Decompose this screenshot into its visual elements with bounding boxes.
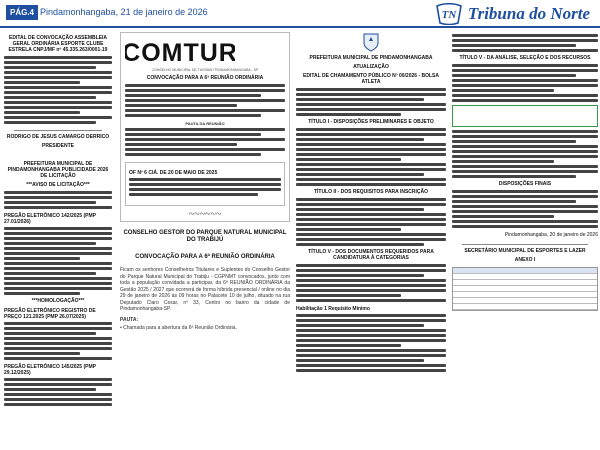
habilitacao-heading: Habilitação 1 Requisito Mínimo: [296, 306, 370, 312]
comtur-meeting-title: CONVOCAÇÃO PARA A 6ª REUNIÃO ORDINÁRIA: [146, 75, 264, 81]
signer-role: PRESIDENTE: [42, 143, 74, 149]
disposicoes-heading: DISPOSIÇÕES FINAIS: [498, 181, 552, 187]
council-body-text: Ficam os senhores Conselheiros Titulares e Suplentes do Conselho Gestor do Parque Natural Municipal do Trabiju - CGPNMT convocados, junto com toda a população convidada a participar, da 6ª REUNIÃO ORDINÁRIA da Gestão 2025 / 2027 que ocorrerá de forma híbrida presencial / online no dia 29 de janeiro de 2026 às 09 horas no Palacete 10 de julho, situado na rua Deputado Claro Cesar, nº 33, Centro no bairro da cidade de Pindamonhangaba-SP.: [120, 267, 290, 312]
anexo-table: [452, 267, 598, 311]
atualizacao-label: ATUALIZAÇÃO: [353, 64, 389, 70]
titulo-2-heading: TÍTULO II - DOS REQUISITOS PARA INSCRIÇÃO: [313, 189, 429, 195]
pregao-heading-1: PREGÃO ELETRÔNICO 142/2025 (PMP 27.01/2026): [4, 213, 96, 225]
masthead: [0, 0, 600, 28]
svg-text:TN: TN: [441, 9, 457, 21]
titulo-1-heading: TÍTULO I - DISPOSIÇÕES PRELIMINARES E OBJETO: [308, 119, 434, 125]
highlight-box: [452, 105, 598, 127]
newspaper-name: Tribuna do Norte: [467, 4, 590, 23]
comtur-notice: [120, 32, 290, 222]
anexo-heading: ANEXO I: [514, 257, 536, 263]
signature-mark: ~~~~~~: [188, 209, 222, 220]
council-title: CONSELHO GESTOR DO PARQUE NATURAL MUNICIPAL DO TRABIJÚ: [123, 230, 287, 243]
page-dateline: Pindamonhangaba, 21 de janeiro de 2026: [40, 7, 208, 17]
pregao-heading-3: PREGÃO ELETRÔNICO 145/2025 (PMP 29.12/2025): [4, 364, 96, 376]
aviso-licitacao-heading: ***AVISO DE LICITAÇÃO***: [26, 182, 90, 188]
homologacao-heading: ***HOMOLOGAÇÃO***: [31, 298, 85, 304]
comtur-logo-text: COMTUR: [125, 39, 235, 65]
assembly-notice-heading: EDITAL DE CONVOCAÇÃO ASSEMBLEIA GERAL ORDINÁRIA ESPORTE CLUBE ESTRELA CNPJ/MF nº 45.335.263/0001-19: [8, 35, 108, 53]
prefeitura-name: PREFEITURA MUNICIPAL DE PINDAMONHANGABA: [309, 55, 433, 61]
page-number-badge: PÁG.4: [6, 5, 38, 20]
table-row: [453, 304, 597, 310]
titulo-4-heading: TÍTULO V - DA ANÁLISE, SELEÇÃO E DOS RECURSOS: [459, 55, 591, 61]
comtur-subtitle: CONSELHO MUNICIPAL DE TURISMO PINDAMONHANGABA - SP: [151, 68, 259, 72]
column-3: [296, 32, 446, 446]
newspaper-brand: [434, 2, 590, 26]
prefeitura-heading: PREFEITURA MUNICIPAL DE PINDAMONHANGABA PUBLICIDADE 2026 DE LICITAÇÃO: [7, 161, 109, 179]
council-pauta-item: • Chamada para a abertura da 6ª Reunião Ordinária,: [120, 325, 237, 331]
column-4: [452, 32, 598, 446]
secretario-role: SECRETÁRIO MUNICIPAL DE ESPORTES E LAZER: [464, 248, 586, 254]
titulo-3-heading: TÍTULO V - DOS DOCUMENTOS REQUERIDOS PARA CANDIDATURA À CATEGORIAS: [308, 249, 434, 261]
comtur-logo-icon: [125, 39, 235, 65]
council-pauta-label: PAUTA:: [120, 316, 139, 323]
column-1: [4, 32, 112, 446]
municipal-crest-icon: [362, 32, 380, 52]
council-body: [120, 267, 290, 332]
oficio-heading: OF Nº 6 CIÁ. DE 20 DE MAIO DE 2025: [129, 170, 218, 176]
edital-heading: EDITAL DE CHAMAMENTO PÚBLICO Nº 00/2026 - BOLSA ATLETA: [302, 73, 439, 85]
comtur-pauta-label: PAUTA DA REUNIÃO: [185, 121, 225, 126]
date-line: Pindamonhangaba, 20 de janeiro de 2026: [504, 232, 598, 238]
column-2: [120, 32, 290, 446]
oficio-box: [125, 162, 285, 206]
tribuna-logo-icon: [434, 3, 464, 25]
signer-name: RODRIGO DE JESUS CAMARGO DERRICO: [6, 134, 110, 140]
pregao-heading-2: PREGÃO ELETRÔNICO REGISTRO DE PREÇO 121.2025 (PMP 26.07/2025): [4, 308, 96, 320]
council-convocation: CONVOCAÇÃO PARA A 6ª REUNIÃO ORDINÁRIA: [135, 254, 275, 260]
